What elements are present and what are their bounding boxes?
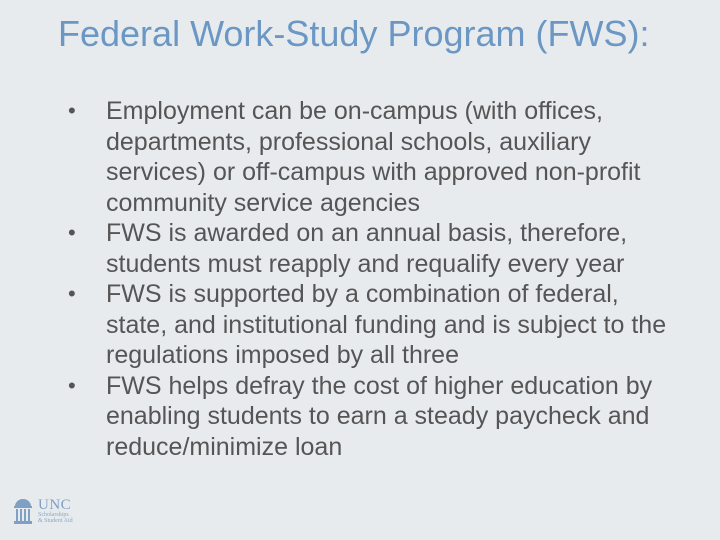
- bullet-text: FWS is supported by a combination of federal, state, and institutional funding and is subject to the regulations imposed by all three: [106, 280, 667, 369]
- logo-unc-text: UNC: [38, 497, 72, 513]
- bullet-item: [68, 371, 678, 463]
- bullet-item: [68, 218, 678, 279]
- old-well-icon: [12, 497, 34, 525]
- bullet-mark: •: [68, 98, 76, 123]
- bullet-text: Employment can be on-campus (with offices, departments, professional schools, auxiliary services) or off-campus with approved non-profit community service agencies: [106, 97, 641, 217]
- bullet-mark: •: [68, 220, 76, 245]
- slide-title: Federal Work-Study Program (FWS):: [58, 13, 650, 54]
- bullet-text: FWS helps defray the cost of higher education by enabling students to earn a steady paycheck and reduce/minimize loan: [106, 371, 653, 461]
- bullet-list: [68, 96, 678, 462]
- bullet-text: FWS is awarded on an annual basis, therefore, students must reapply and requalify every year: [106, 219, 628, 278]
- logo-text: [38, 498, 73, 524]
- logo-subtitle-1: Scholarships: [38, 512, 69, 518]
- bullet-item: [68, 96, 678, 218]
- bullet-mark: •: [68, 281, 76, 306]
- unc-logo: [12, 494, 88, 528]
- logo-subtitle-2: & Student Aid: [38, 518, 73, 524]
- bullet-item: [68, 279, 678, 371]
- bullet-mark: •: [68, 372, 76, 398]
